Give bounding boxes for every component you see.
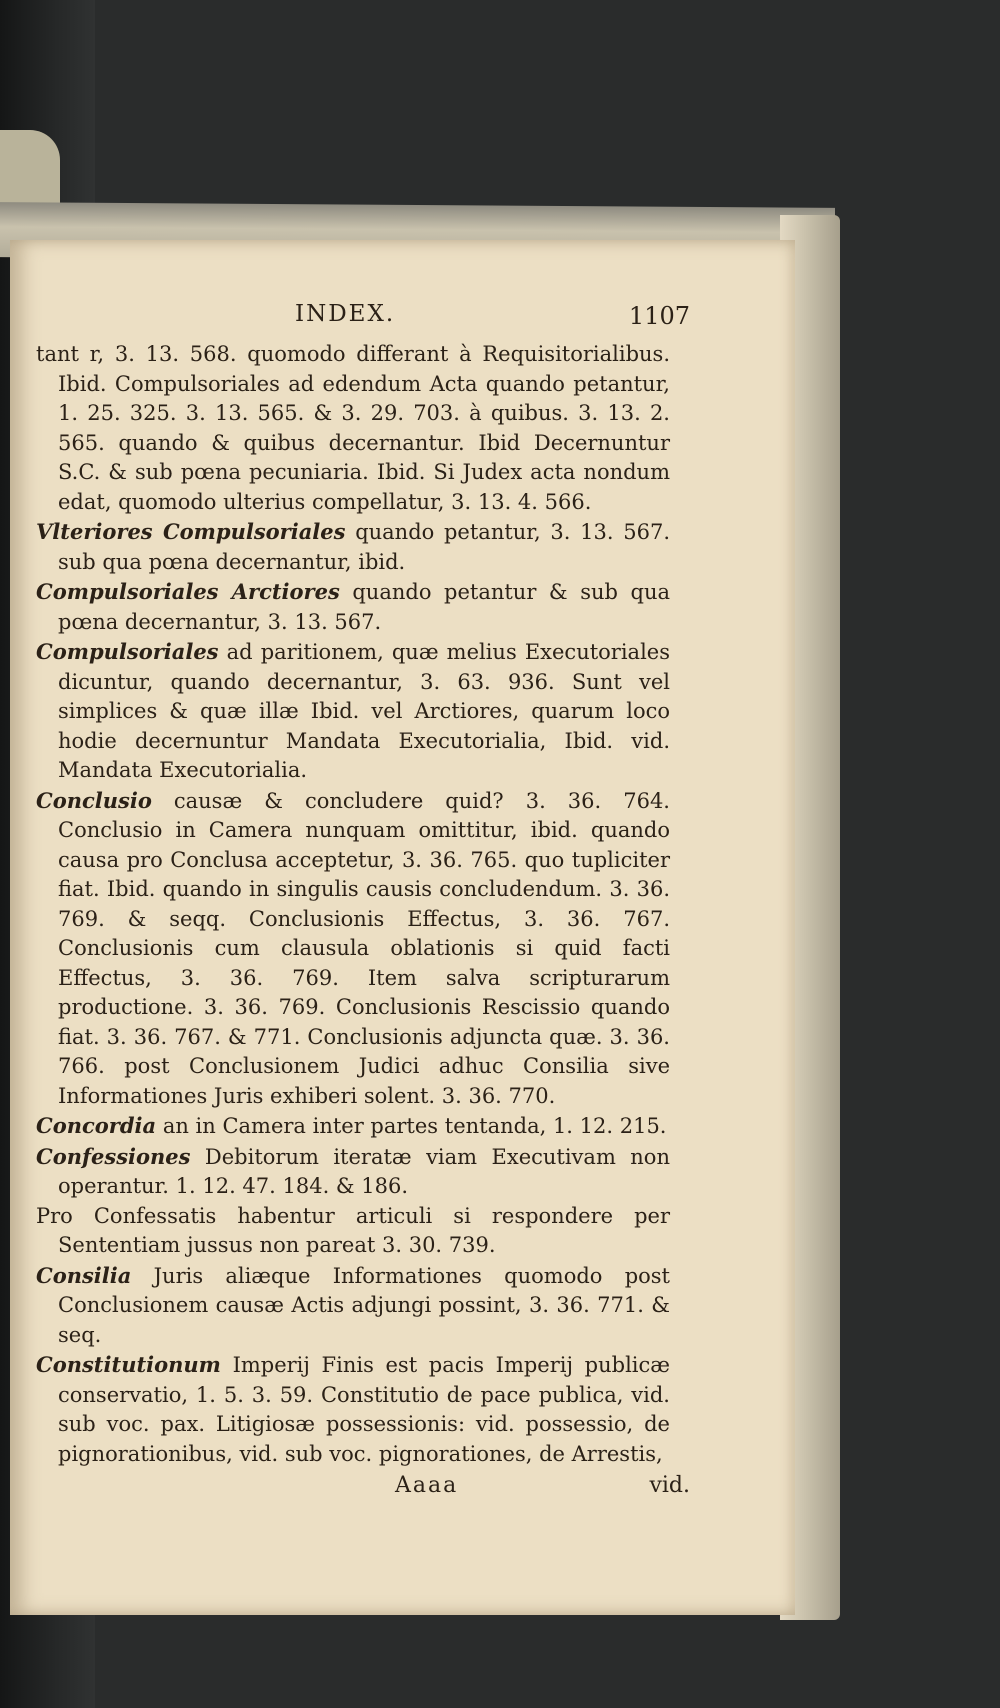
entry-text: tant r, 3. 13. 568. quomodo differant à Requisitorialibus. Ibid. Compulsoriales ad edendum Acta quando petantur, 1. 25. 325. 3. 13. 565. & 3. 29. 703. à quibus. 3. 13. 2. 565. quando & quibus decernantur. Ibid Decernuntur S.C. & sub pœna pecuniaria. Ibid. Si Judex acta nondum edat, quomodo ulterius compellatur, 3. 13. 4. 566. <box>36 342 670 514</box>
entry-heading: Concordia <box>36 1113 157 1138</box>
catchword: vid. <box>649 1473 690 1498</box>
index-entries <box>20 340 670 1469</box>
index-entry <box>36 1350 670 1469</box>
index-entry <box>36 1261 670 1351</box>
entry-text: quando petantur & sub qua pœna decernantur, 3. 13. 567. <box>58 580 670 634</box>
signature-mark: Aaaa <box>395 1473 459 1498</box>
index-entry <box>36 1142 670 1202</box>
entry-heading: Confessiones <box>36 1143 191 1169</box>
entry-text: Imperij Finis est pacis Imperij publicæ conservatio, 1. 5. 3. 59. Constitutio de pace publica, vid. sub voc. pax. Litigiosæ possessionis: vid. possessio, de pignorationibus, vid. sub voc. pignorationes, de Arrestis, <box>58 1353 670 1466</box>
index-entry <box>36 1111 670 1142</box>
entry-heading: Vlteriores Compulsoriales <box>36 519 346 544</box>
entry-heading: Compulsoriales Arctiores <box>36 579 340 604</box>
entry-heading: Conclusio <box>36 787 152 813</box>
index-entry <box>36 637 670 786</box>
index-entry <box>36 577 670 637</box>
entry-text: Pro Confessatis habentur articuli si respondere per Sententiam jussus non pareat 3. 30. 739. <box>36 1203 670 1257</box>
entry-text: Debitorum iteratæ viam Executivam non operantur. 1. 12. 47. 184. & 186. <box>58 1144 670 1198</box>
entry-text: Juris aliæque Informationes quomodo post Conclusionem causæ Actis adjungi possint, 3. 36. 771. & seq. <box>58 1263 670 1347</box>
running-header <box>30 300 690 336</box>
entry-text: quando petantur, 3. 13. 567. sub qua pœna decernantur, ibid. <box>58 520 670 574</box>
page-number: 1107 <box>628 302 690 330</box>
index-entry <box>36 1202 670 1261</box>
page-text <box>20 300 690 1501</box>
page-footer <box>20 1471 690 1501</box>
entry-text: ad paritionem, quæ melius Executoriales dicuntur, quando decernantur, 3. 63. 936. Sunt vel simplices & quæ illæ Ibid. vel Arctiores, quarum loco hodie decernuntur Mandata Executorialia, Ibid. vid. Mandata Executorialia. <box>58 640 670 782</box>
entry-text: an in Camera inter partes tentanda, 1. 12. 215. <box>162 1114 667 1138</box>
entry-text: causæ & concludere quid? 3. 36. 764. Conclusio in Camera nunquam omittitur, ibid. quando causa pro Conclusa acceptetur, 3. 36. 765. quo tupliciter fiat. Ibid. quando in singulis causis concludendum. 3. 36. 769. & seqq. Conclusionis Effectus, 3. 36. 767. Conclusionis cum clausula oblationis si quid facti Effectus, 3. 36. 769. Item salva scripturarum productione. 3. 36. 769. Conclusionis Rescissio quando fiat. 3. 36. 767. & 771. Conclusionis adjuncta quæ. 3. 36. 766. post Conclusionem Judici adhuc Consilia sive Informationes Juris exhiberi solent. 3. 36. 770. <box>58 788 670 1108</box>
index-entry <box>36 517 670 577</box>
entry-heading: Constitutionum <box>36 1352 221 1377</box>
index-title: INDEX. <box>295 301 396 327</box>
index-entry <box>36 786 670 1112</box>
entry-heading: Consilia <box>36 1262 132 1288</box>
index-entry <box>36 340 670 517</box>
entry-heading: Compulsoriales <box>36 639 219 664</box>
